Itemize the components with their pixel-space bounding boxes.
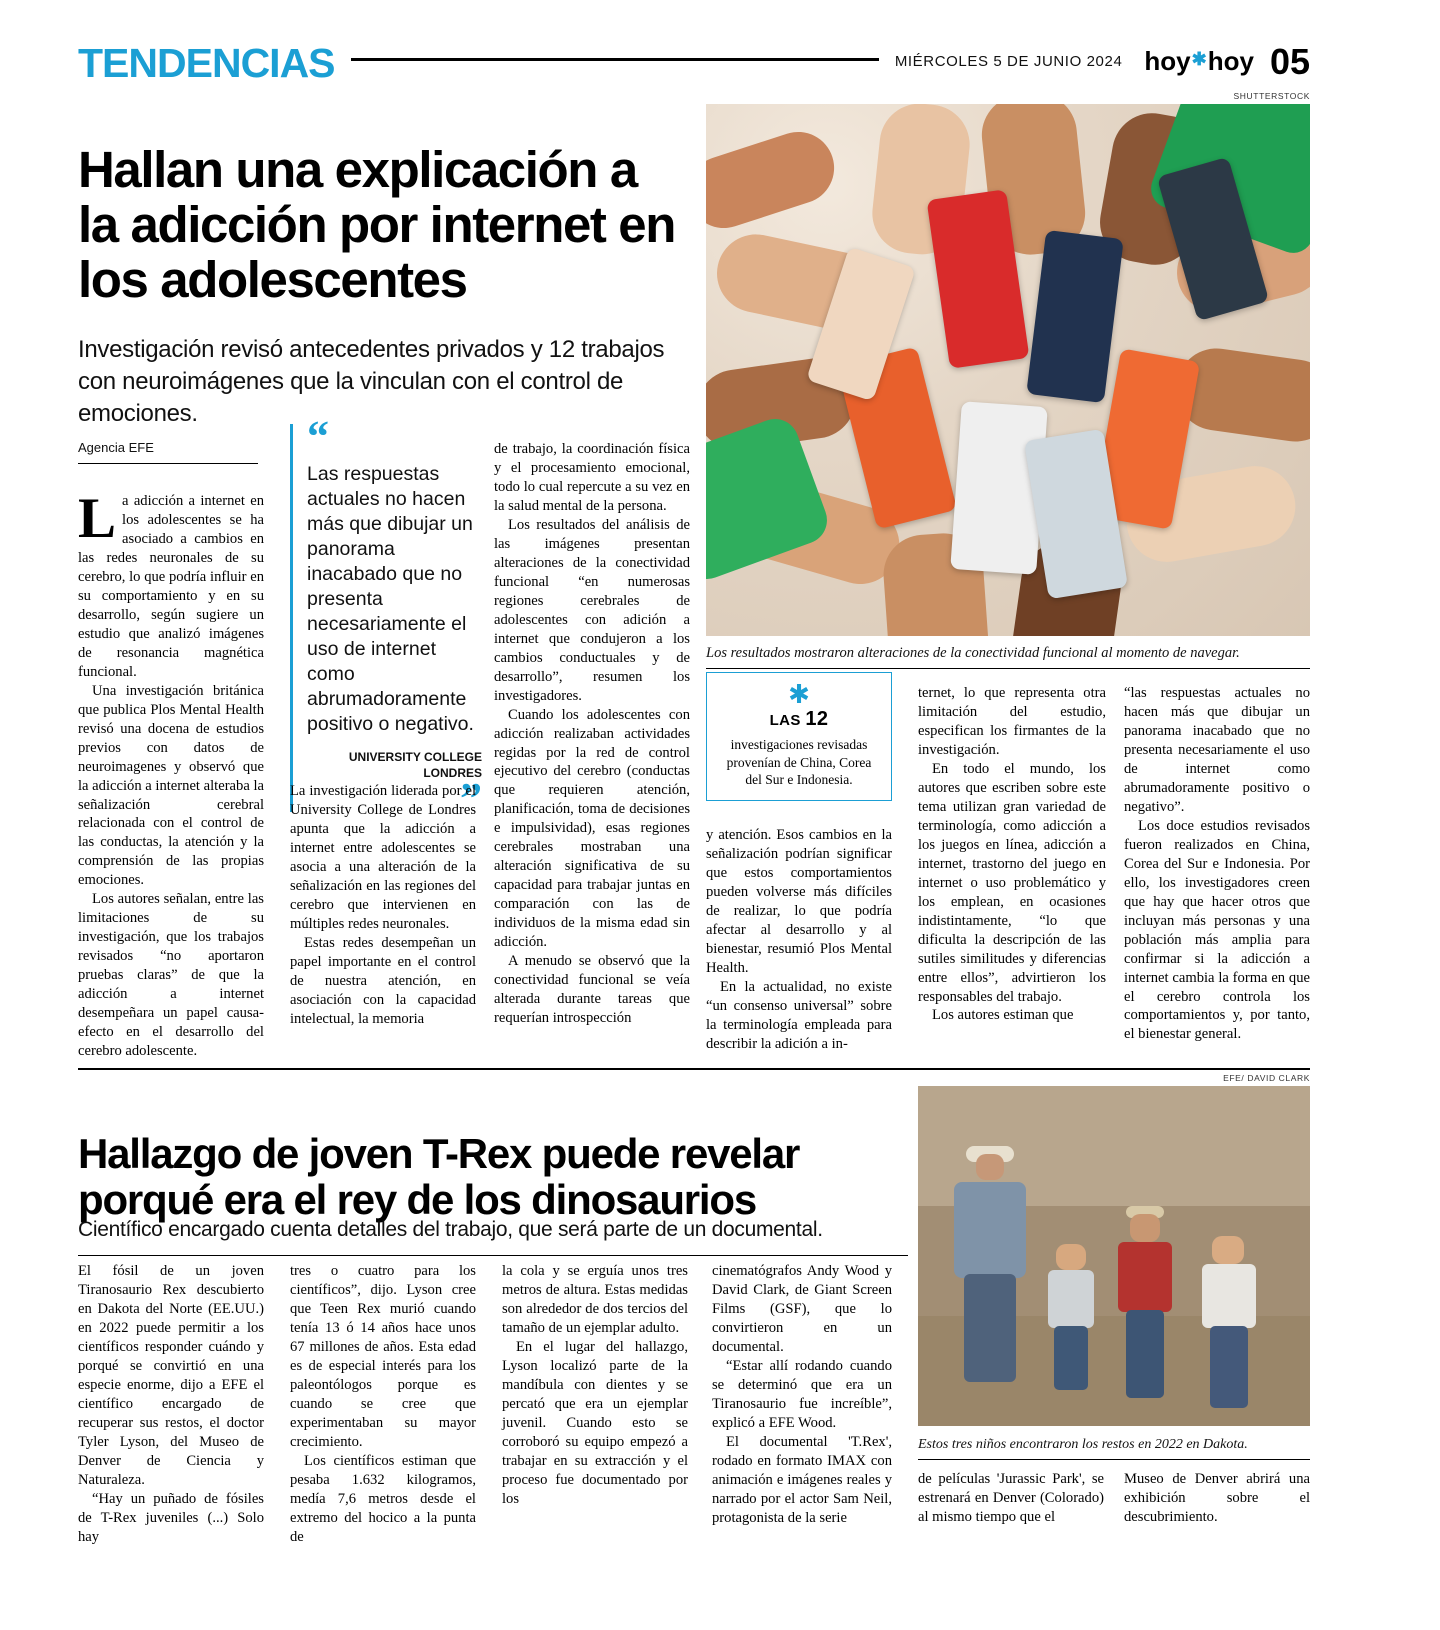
story1-factbox — [706, 672, 892, 801]
paragraph: La investigación liderada por el University College de Londres apunta que la adicción a internet entre adolescentes se asocia a una alteración de la señalización en las regiones del cerebro que intervienen en múltiples redes neuronales. — [290, 783, 476, 932]
paragraph: Los autores señalan, entre las limitaciones de su investigación, que los trabajos revisados “no aportaron pruebas claras” de que la adicción a internet desempeñara un papel causa-efecto en el desarrollo del cerebro adolescente. — [78, 891, 264, 1060]
paragraph: “las respuestas actuales no hacen más que dibujar un panorama inacabado que no presenta necesariamente el uso de internet como abrumadoramente positivo o negativo”. — [1124, 685, 1310, 815]
paragraph: En el lugar del hallazgo, Lyson localizó parte de la mandíbula con dientes y se percató que era un ejemplar juvenil. Cuando esto se corroboró su equipo empezó a trabajar en su extracción y el proceso fue documentado por los — [502, 1338, 688, 1507]
paragraph-text: a adicción a internet en los adolescentes se ha asociado a cambios en las redes neuronales de su cerebro, lo que podría influir en su comportamiento y en su desarrollo, según sugiere un estudio que analizó imágenes de resonancia magnética funcional. — [78, 493, 264, 680]
paragraph: cinematógrafos Andy Wood y David Clark, de Giant Screen Films (GSF), que lo convirtieron en un documental. — [712, 1263, 892, 1355]
story2-photo-credit: EFE/ DAVID CLARK — [1223, 1073, 1310, 1083]
star-icon: ✱ — [1191, 48, 1207, 69]
story2-column-1 — [78, 1262, 264, 1547]
pullquote-text: Las respuestas actuales no hacen más que dibujar un panorama inacabado que no presenta necesariamente el uso de internet como abrumadoramente positivo o negativo. — [307, 463, 474, 735]
story2-column-3 — [502, 1262, 688, 1509]
paragraph: tres o cuatro para los científicos”, dijo. Lyson cree que Teen Rex murió cuando tenía 13 ó 14 años hace unos 67 millones de años. Esta edad es de especial interés para los paleontólogos porque es cuando se cree que experimentaban su mayor crecimiento. — [290, 1263, 476, 1450]
factbox-label — [719, 708, 879, 731]
story1-column-5 — [918, 684, 1106, 1025]
story2-column-4 — [712, 1262, 892, 1528]
paragraph: de trabajo, la coordinación física y el procesamiento emocional, todo lo cual repercute a su vez en la salud mental de la persona. — [494, 441, 690, 514]
page-number: 05 — [1269, 41, 1310, 82]
brand-logo-right: hoy — [1207, 45, 1254, 76]
story1-column-6 — [1124, 684, 1310, 1044]
paragraph: En la actualidad, no existe “un consenso universal” sobre la terminología empleada para describir la adición a in- — [706, 978, 892, 1052]
paragraph: de películas 'Jurassic Park', se estrenará en Denver (Colorado) al mismo tiempo que el — [918, 1471, 1104, 1525]
story1-photo — [706, 104, 1310, 636]
paragraph: Los científicos estiman que pesaba 1.632 kilogramos, medía 7,6 metros desde el extremo del hocico a la punta de — [290, 1452, 476, 1545]
story2-photo-caption: Estos tres niños encontraron los restos en 2022 en Dakota. — [918, 1437, 1310, 1460]
paragraph: Una investigación británica que publica Plos Mental Health revisó una docena de estudios previos con datos de neuroimagenes y observó que la adicción a internet alteraba la señalización cerebral relacionada con el control de las conductas, la atención y la comprensión de las propias emociones. — [78, 682, 264, 889]
story2-column-6 — [1124, 1470, 1310, 1527]
paragraph: Estas redes desempeñan un papel importante en el control de nuestra atención, en asociación con la capacidad intelectual, la memoria — [290, 934, 476, 1027]
story1-photo-wrap — [706, 91, 1310, 636]
paragraph: El documental 'T.Rex', rodado en formato IMAX con animación e imágenes reales y narrado por el actor Sam Neil, protagonista de la serie — [712, 1433, 892, 1526]
paragraph: Los doce estudios revisados fueron realizados en China, Corea del Sur e Indonesia. Por ello, los investigadores creen que hay que hacer otros que incluyan más personas y una población más amplia para confirmar si la adicción a internet cambia la forma en que el cerebro controla los comportamientos y, por tanto, el bienestar general. — [1124, 817, 1310, 1043]
story1-column-3 — [494, 440, 690, 1028]
story2-photo — [918, 1086, 1310, 1426]
brand-logo-left: hoy — [1144, 45, 1191, 76]
story1-column-4 — [706, 826, 892, 1054]
story2-column-2 — [290, 1262, 476, 1547]
paragraph: la cola y se erguía unos tres metros de altura. Estas medidas son alrededor de dos tercios del tamaño de un ejemplar adulto. — [502, 1263, 688, 1336]
story1-photo-caption: Los resultados mostraron alteraciones de la conectividad funcional al momento de navegar. — [706, 645, 1310, 669]
story1-photo-credit: SHUTTERSTOCK — [1233, 91, 1310, 101]
story2-photo-wrap — [918, 1073, 1310, 1426]
story1-column-2 — [290, 782, 476, 1029]
paragraph: En todo el mundo, los autores que escriben sobre este tema utilizan gran variedad de terminología, como adicción a los juegos en línea, adicción a internet, trastorno del juego en internet o uso problemático y los emplean, en ocasiones indistintamente, “lo que dificulta la descripción de las sutiles similitudes y diferencias entre ellos”, advirtieron los responsables del trabajo. — [918, 760, 1106, 1005]
factbox-label-number: 12 — [805, 708, 829, 731]
paragraph: ternet, lo que representa otra limitación del estudio, especifican los firmantes de la investigación. — [918, 685, 1106, 758]
paragraph: “Hay un puñado de fósiles de T-Rex juveniles (...) Solo hay — [78, 1490, 264, 1545]
paragraph: El fósil de un joven Tiranosaurio Rex descubierto en Dakota del Norte (EE.UU.) en 2022 puede permitir a los científicos responder cuándo y porqué se convirtió en una especie enorme, dijo a EFE el científico encargado de recuperar sus restos, el doctor Tyler Lyson, del Museo de Denver de Ciencia y Naturaleza. — [78, 1263, 264, 1488]
brand-logo — [1144, 46, 1254, 77]
dropcap: L — [78, 487, 117, 550]
paragraph — [78, 487, 264, 682]
quote-open-icon: “ — [307, 412, 329, 461]
masthead-divider — [351, 58, 879, 61]
factbox-label-pre: LAS — [769, 712, 801, 730]
paragraph: y atención. Esos cambios en la señalización podrían significar que estos comportamientos pueden volverse más difíciles de realizar, lo que podría afectar al desarrollo y al bienestar, resumió Plos Mental Health. — [706, 827, 892, 976]
section-title: TENDENCIAS — [78, 39, 335, 86]
paragraph: Cuando los adolescentes con adicción realizaban actividades regidas por la red de control ejecutivo del cerebro (conductas que requieren atención, planificación, toma de decisiones e impulsividad), esas regiones cerebrales mostraban una alteración significativa de su capacidad para trabajar juntas en comparación con las de individuos de la misma edad sin adicción. — [494, 706, 690, 951]
paragraph: Los autores estiman que — [932, 1007, 1074, 1024]
factbox-text: investigaciones revisadas provenían de China, Corea del Sur e Indonesia. — [726, 737, 872, 787]
pullquote-source: UNIVERSITY COLLEGE LONDRES — [348, 750, 482, 781]
story2-subhead: Científico encargado cuenta detalles del trabajo, que será parte de un documental. — [78, 1216, 908, 1256]
story1-subhead: Investigación revisó antecedentes privados y 12 trabajos con neuroimágenes que la vinculan con el control de emociones. — [78, 336, 665, 427]
story1-pullquote — [290, 412, 482, 823]
paragraph: Los resultados del análisis de las imágenes presentan alteraciones de la conectividad funcional “en numerosas regiones cerebrales de adolescentes con adición a internet que condujeron a los cambios conductuales y de desarrollo”, resumen los investigadores. — [494, 516, 690, 704]
asterisk-icon: ✱ — [788, 680, 810, 709]
masthead — [78, 34, 1310, 92]
story1-headline: Hallan una explicación a la adicción por internet en los adolescentes — [78, 141, 675, 309]
quote-close-icon: ” — [460, 773, 482, 823]
story2-column-5 — [918, 1470, 1104, 1527]
paragraph: Museo de Denver abrirá una exhibición sobre el descubrimiento. — [1124, 1471, 1310, 1525]
story2-headline: Hallazgo de joven T-Rex puede revelar porqué era el rey de los dinosaurios — [78, 1129, 800, 1224]
paragraph: “Estar allí rodando cuando se determinó que era un Tiranosaurio fue increíble”, explicó a EFE Wood. — [712, 1357, 892, 1431]
paragraph: A menudo se observó que la conectividad funcional se veía alterada durante tareas que requerían introspección — [494, 953, 690, 1027]
story1-column-1 — [78, 487, 264, 1061]
publication-date: MIÉRCOLES 5 DE JUNIO 2024 — [894, 52, 1123, 70]
story1-byline: Agencia EFE — [78, 440, 258, 464]
story-divider — [78, 1068, 1310, 1070]
